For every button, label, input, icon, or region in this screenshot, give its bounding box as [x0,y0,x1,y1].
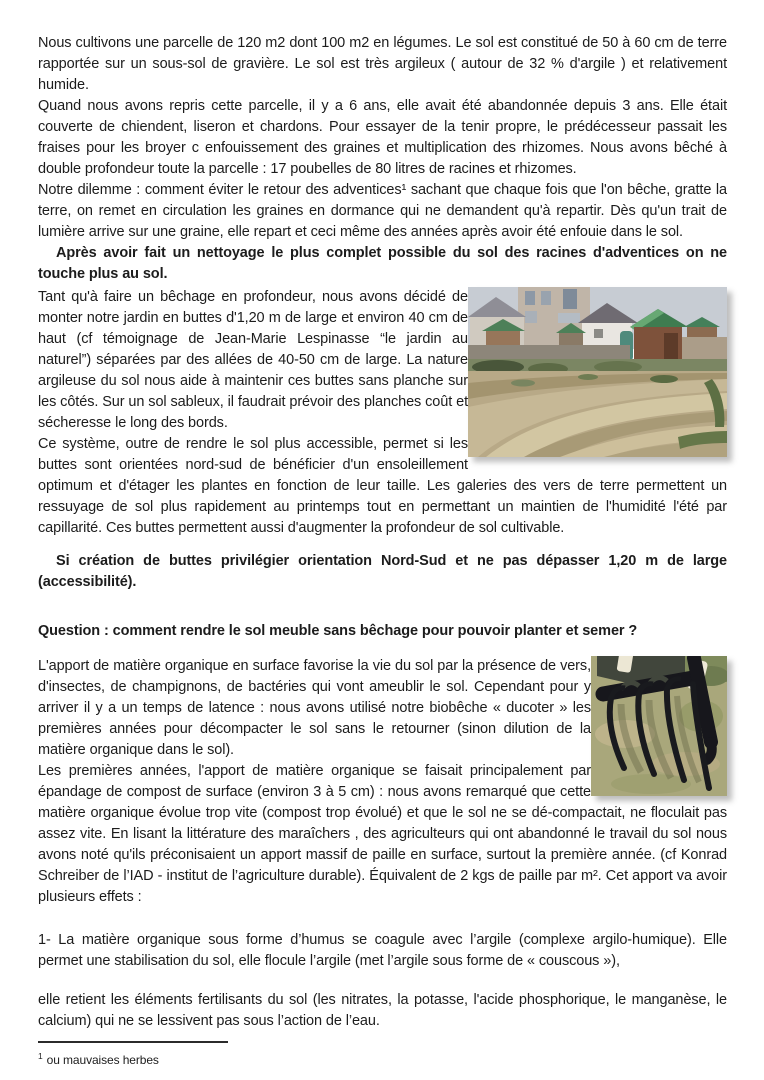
paragraph-parcelle: Nous cultivons une parcelle de 120 m2 dont 100 m2 en légumes. Le sol est constitué de 50 à 60 cm de terre rapportée sur un sous-sol de gravière. Le sol est très argileux ( autour de 32 % d'argile ) et relativement humide. [38,35,727,93]
section-buttes [38,287,727,539]
paragraph-orientation-bold: Si création de buttes privilégier orientation Nord-Sud et ne pas dépasser 1,20 m de large (accessibilité). [38,553,727,590]
garden-beds-illustration [468,287,727,457]
paragraph-dilemme-adventices: Notre dilemme : comment éviter le retour des adventices¹ sachant que chaque fois que l'on bêche, gratte la terre, on remet en circulation les graines en dormance qui ne demandent qu'à repartir. Dès qu'un trait de lumière arrive sur une graine, elle repart et ceci même des années après avoir été enfouie dans le sol. [38,182,727,240]
paragraph-creation-buttes: Tant qu'à faire un bêchage en profondeur, nous avons décidé de monter notre jardin en buttes d'1,20 m de large et environ 40 cm de haut (cf témoignage de Jean-Marie Lespinasse “le jardin au naturel”) séparées par des allées de 40-50 cm de large. La nature argileuse du sol nous aide à maintenir ces buttes sans planche sur les côtés. Sur un sol sableux, il faudrait prévoir des planches coût et sécheresse le long des bords. [38,289,468,431]
paragraph-question-bold: Question : comment rendre le sol meuble sans bêchage pour pouvoir planter et semer ? [38,623,638,639]
paragraph-systeme-buttes: Ce système, outre de rendre le sol plus accessible, permet si les buttes sont orientées nord-sud de bénéficier d'un ensoleillement optimum et d'étager les plantes en fonction de leur taille. Les galeries des vers de terre permettent un ressuyage de sol plus rapidement au printemps tout en permettant un maintien de l'humidité l'été par capillarité. Ces buttes permettent aussi d'augmenter la profondeur de sol cultivable. [38,436,727,536]
footnote [38,1048,727,1068]
paragraph-nettoyage-bold: Après avoir fait un nettoyage le plus complet possible du sol des racines d'adventices on ne touche plus au sol. [38,245,727,282]
footnote-marker: 1 [38,1051,43,1061]
paragraph-effet-retention: elle retient les éléments fertilisants du sol (les nitrates, la potasse, l'acide phosphorique, le manganèse, le calcium) qui ne se lessivent pas sous l’action de l’eau. [38,992,727,1029]
garden-beds-photo [468,287,727,457]
paragraph-apport-matiere: L'apport de matière organique en surface favorise la vie du sol par la présence de vers, d'insectes, de champignons, de bactéries qui vont ameublir le sol. Cependant pour y arriver il y a un temps de latence : nous avons utilisé notre biobêche « ducoter » les premières années pour décompacter le sol sans le retourner (sinon dilution de la matière organique dans le sol). [38,658,591,758]
paragraph-compost-paille: Les premières années, l'apport de matière organique se faisait principalement par épandage de compost de surface (environ 3 à 5 cm) : nous avons remarqué que cette matière organique évolue trop vite (compost trop évolué) et que le sol ne se dé-compactait, ne floculait pas assez vite. En lisant la littérature des maraîchers , des agriculteurs qui ont abandonné le travail du sol nous avons noté qu'ils préconisaient un apport massif de paille en surface, surtout la première année. (cf Konrad Schreiber de l’IAD - institut de l’agriculture durable). Équivalent de 2 kgs de paille par m². Cet apport va avoir plusieurs effets : [38,763,727,905]
broadfork-illustration [591,656,727,796]
footnote-separator [38,1041,228,1043]
footnote-text: ou mauvaises herbes [46,1053,159,1067]
paragraph-effet-1: 1- La matière organique sous forme d’humus se coagule avec l’argile (complexe argilo-humique). Elle permet une stabilisation du sol, elle flocule l’argile (met l’argile sous forme de « couscous »), [38,932,727,969]
section-matiere-organique [38,656,727,908]
broadfork-photo [591,656,727,796]
paragraph-reprise-parcelle: Quand nous avons repris cette parcelle, il y a 6 ans, elle avait été abandonnée depuis 3 ans. Elle était couverte de chiendent, liseron et chardons. Pour essayer de la tenir propre, le prédécesseur passait les fraises pour les broyer c enfouissement des graines et multiplication des rhizomes. Nous avons bêché à double profondeur toute la parcelle : 17 poubelles de 80 litres de racines et rhizomes. [38,98,727,177]
